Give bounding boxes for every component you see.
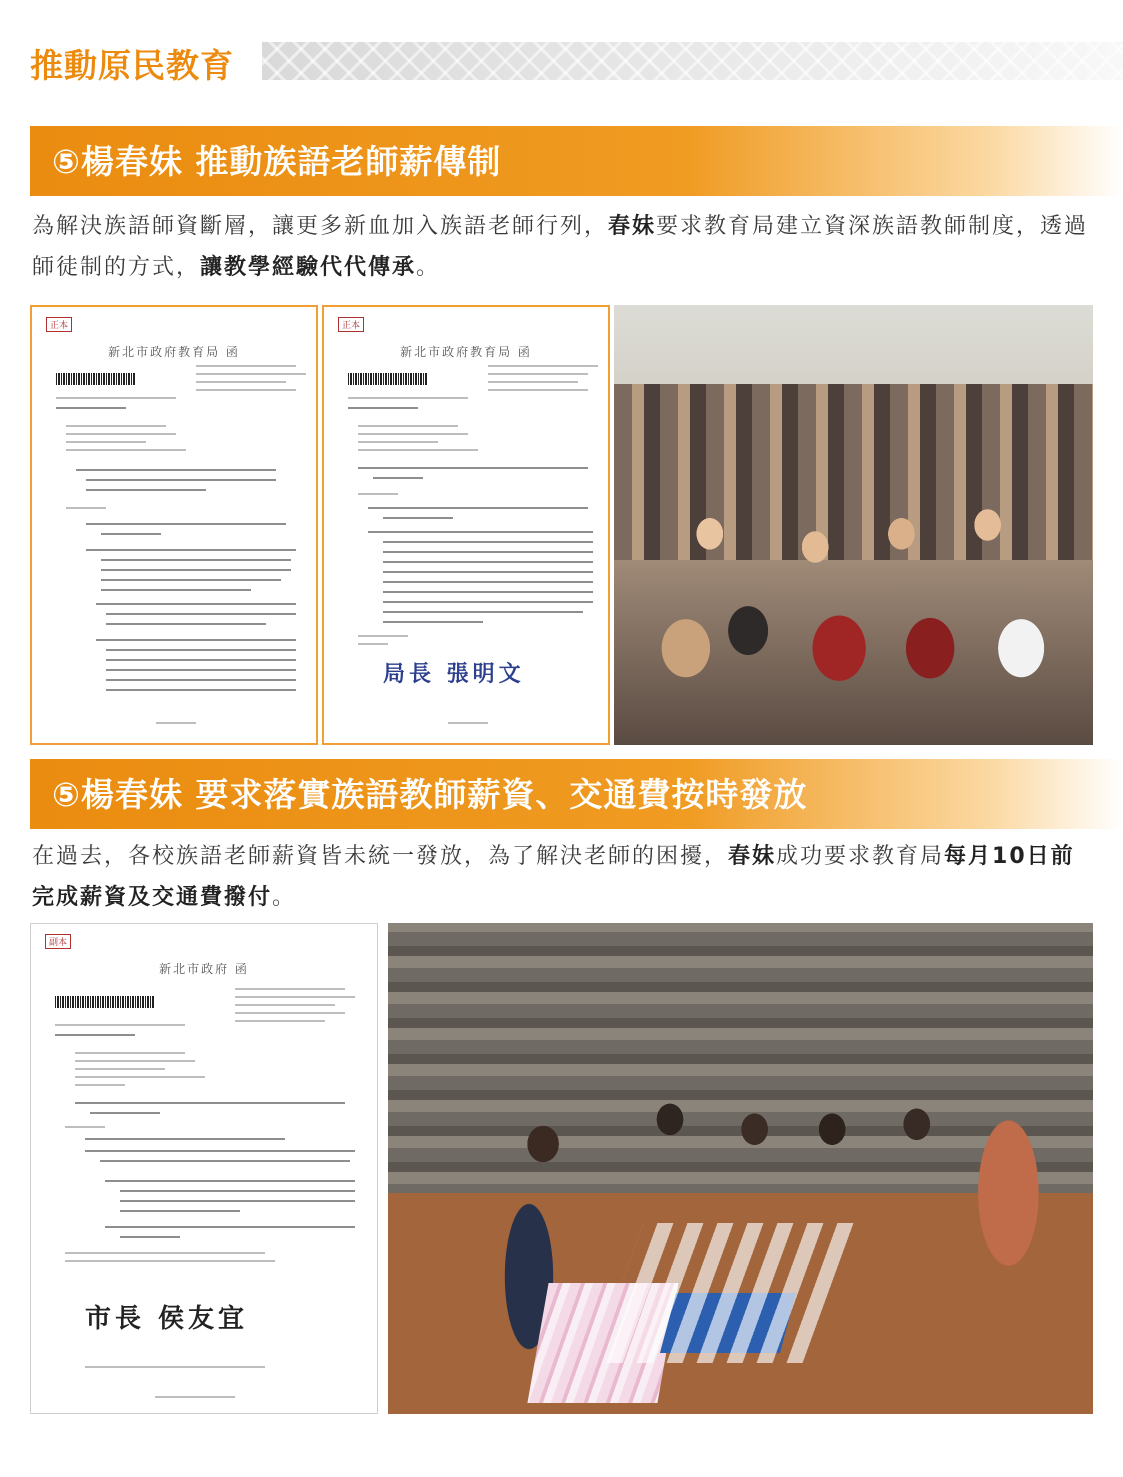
section-banner-1 xyxy=(30,126,1123,196)
section-banner-2 xyxy=(30,759,1123,829)
paragraph-text: 在過去，各校族語老師薪資皆未統一發放，為了解決老師的困擾， xyxy=(32,844,729,869)
paragraph-text: 。 xyxy=(272,885,297,910)
paragraph-text: 。 xyxy=(416,255,441,280)
teaching-materials-photo xyxy=(388,923,1093,1414)
paragraph-text: 成功要求教育局 xyxy=(776,844,945,869)
section-paragraph-2 xyxy=(32,836,1092,918)
document-issuer: 新北市政府教育局 函 xyxy=(400,345,532,359)
word-cards xyxy=(593,1223,864,1363)
group-photo-meeting xyxy=(614,305,1093,745)
page-header xyxy=(30,34,1123,90)
document-issuer: 新北市政府 函 xyxy=(159,962,249,976)
paragraph-bold: 每月10日前完成薪資及交通費撥付 xyxy=(32,844,1075,910)
barcode-icon xyxy=(56,373,136,385)
page-title: 推動原民教育 xyxy=(30,46,234,85)
barcode-icon xyxy=(348,373,428,385)
tribal-pattern-strip xyxy=(262,42,1123,80)
signature-seal: 局長 張明文 xyxy=(383,661,525,687)
barcode-icon xyxy=(55,996,155,1008)
section-title-1: ⑤楊春妹 推動族語老師薪傳制 xyxy=(52,142,502,181)
official-document-2 xyxy=(322,305,610,745)
section-title-2: ⑤楊春妹 要求落實族語教師薪資、交通費按時發放 xyxy=(52,775,808,814)
document-tag: 正本 xyxy=(338,317,364,332)
document-issuer: 新北市政府教育局 函 xyxy=(108,345,240,359)
official-document-3 xyxy=(30,923,378,1414)
section-paragraph-1 xyxy=(32,206,1092,288)
document-tag: 副本 xyxy=(45,934,71,949)
paragraph-bold: 春妹 xyxy=(608,214,657,239)
paragraph-bold: 春妹 xyxy=(728,844,777,869)
official-document-1 xyxy=(30,305,318,745)
document-tag: 正本 xyxy=(46,317,72,332)
paragraph-text: 為解決族語師資斷層，讓更多新血加入族語老師行列， xyxy=(32,214,609,239)
paragraph-text: 要求教育局建立資深族語教師制度，透過師徒制的方式， xyxy=(32,214,1089,280)
paragraph-bold: 讓教學經驗代代傳承 xyxy=(200,255,417,280)
signature-seal: 市長 侯友宜 xyxy=(85,1304,249,1334)
